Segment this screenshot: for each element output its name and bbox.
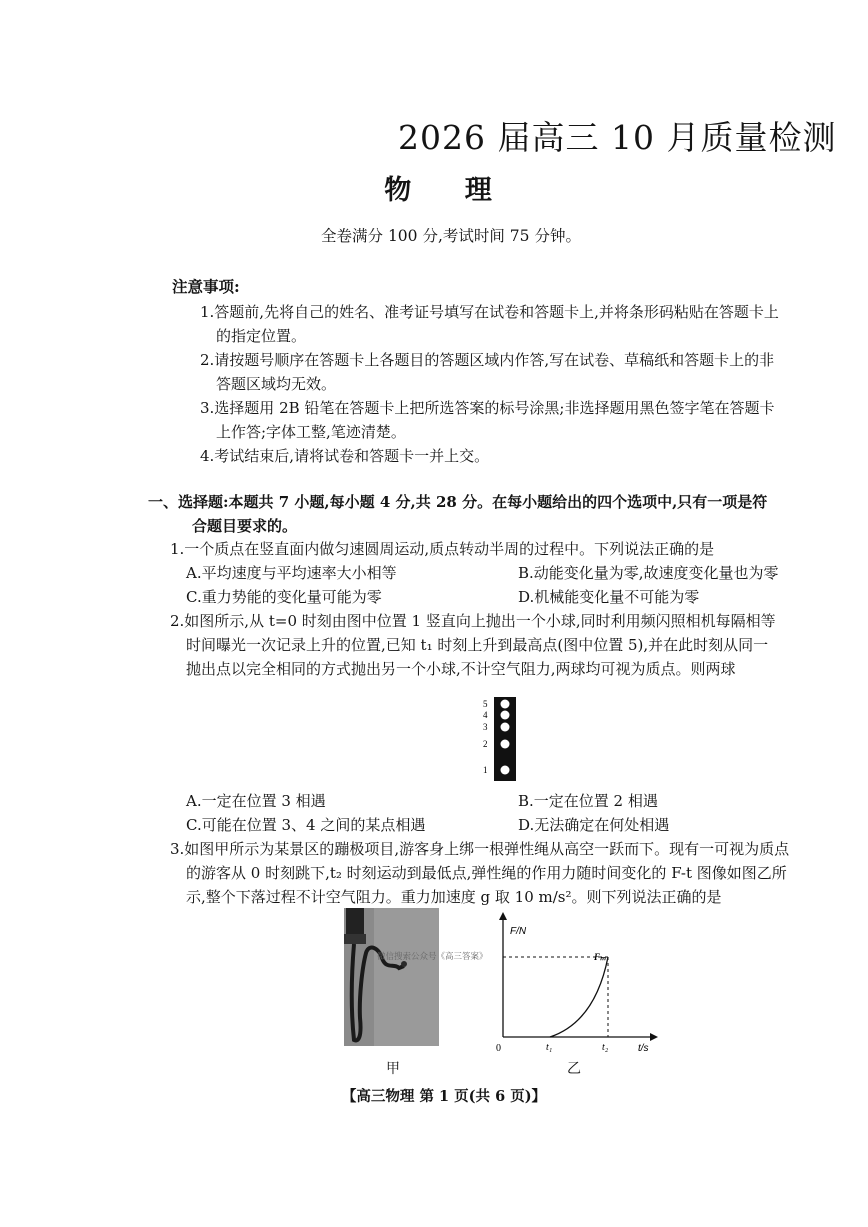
q2-option-c: C.可能在位置 3、4 之间的某点相遇 bbox=[186, 816, 426, 834]
q2-option-d: D.无法确定在何处相遇 bbox=[518, 816, 670, 834]
watermark: 微信搜索公众号《高三答案》 bbox=[377, 952, 488, 962]
position-label-1: 1 bbox=[483, 765, 488, 775]
q2-stem-line1: 2.如图所示,从 t=0 时刻由图中位置 1 竖直向上抛出一个小球,同时利用频闪照相机每隔相等 bbox=[170, 612, 776, 630]
notice-line: 的指定位置。 bbox=[216, 327, 307, 345]
figure-caption-right: 乙 bbox=[567, 1061, 581, 1077]
ball-position-2 bbox=[501, 740, 510, 749]
position-label-2: 2 bbox=[483, 739, 488, 749]
subject-title: 物 理 bbox=[384, 175, 514, 206]
bungee-photo bbox=[344, 908, 439, 1046]
notice-title: 注意事项: bbox=[172, 277, 240, 296]
section-heading-cont: 合题目要求的。 bbox=[192, 517, 298, 535]
position-label-5: 5 bbox=[483, 699, 488, 709]
figure-caption-left: 甲 bbox=[386, 1061, 400, 1077]
page-footer: 【高三物理 第 1 页(共 6 页)】 bbox=[341, 1088, 547, 1105]
exam-title: 2026 届高三 10 月质量检测 bbox=[398, 118, 837, 157]
q1-option-c: C.重力势能的变化量可能为零 bbox=[186, 588, 382, 606]
ball-position-1 bbox=[501, 766, 510, 775]
notice-line: 1.答题前,先将自己的姓名、准考证号填写在试卷和答题卡上,并将条形码粘贴在答题卡上 bbox=[200, 303, 779, 321]
q3-stem-line1: 3.如图甲所示为某景区的蹦极项目,游客身上绑一根弹性绳从高空一跃而下。现有一可视为质点 bbox=[170, 840, 790, 858]
q2-option-b: B.一定在位置 2 相遇 bbox=[518, 792, 658, 810]
y-axis-label: F/N bbox=[510, 926, 527, 937]
notice-line: 4.考试结束后,请将试卷和答题卡一并上交。 bbox=[200, 447, 490, 465]
q2-stem-line3: 抛出点以完全相同的方式抛出另一个小球,不计空气阻力,两球均可视为质点。则两球 bbox=[186, 660, 736, 678]
q1-option-b: B.动能变化量为零,故速度变化量也为零 bbox=[518, 564, 779, 582]
q2-option-a: A.一定在位置 3 相遇 bbox=[186, 792, 326, 810]
q2-stem-line2: 时间曝光一次记录上升的位置,已知 t₁ 时刻上升到最高点(图中位置 5),并在此时刻从同一 bbox=[186, 636, 769, 654]
ball-position-5 bbox=[501, 700, 510, 709]
position-label-3: 3 bbox=[483, 722, 488, 732]
q1-option-d: D.机械能变化量不可能为零 bbox=[518, 588, 700, 606]
q3-stem-line2: 的游客从 0 时刻跳下,t₂ 时刻运动到最低点,弹性绳的作用力随时间变化的 F-t 图像如图乙所 bbox=[186, 864, 787, 882]
q1-option-a: A.平均速度与平均速率大小相等 bbox=[186, 564, 397, 582]
section-heading: 一、选择题:本题共 7 小题,每小题 4 分,共 28 分。在每小题给出的四个选项中,只有一项是符 bbox=[148, 493, 768, 511]
position-label-4: 4 bbox=[483, 710, 488, 720]
force-curve bbox=[550, 957, 608, 1037]
q3-stem-line3: 示,整个下落过程不计空气阻力。重力加速度 g 取 10 m/s²。则下列说法正确的是 bbox=[186, 888, 722, 906]
x-axis-label: t/s bbox=[638, 1043, 649, 1052]
notice-line: 2.请按题号顺序在答题卡上各题目的答题区域内作答,写在试卷、草稿纸和答题卡上的非 bbox=[200, 351, 775, 369]
ball-position-3 bbox=[501, 723, 510, 732]
strobe-ball-diagram bbox=[478, 693, 538, 783]
ball-position-4 bbox=[501, 711, 510, 720]
force-time-graph bbox=[490, 912, 660, 1052]
origin-label: 0 bbox=[496, 1043, 501, 1052]
t1-label: t₁ bbox=[546, 1042, 553, 1052]
notice-line: 答题区域均无效。 bbox=[216, 375, 337, 393]
score-line: 全卷满分 100 分,考试时间 75 分钟。 bbox=[321, 227, 581, 245]
notice-line: 上作答;字体工整,笔迹清楚。 bbox=[216, 423, 406, 441]
fm-label: Fₘ bbox=[594, 952, 606, 962]
q1-stem: 1.一个质点在竖直面内做匀速圆周运动,质点转动半周的过程中。下列说法正确的是 bbox=[170, 540, 715, 558]
t2-label: t₂ bbox=[602, 1042, 609, 1052]
notice-line: 3.选择题用 2B 铅笔在答题卡上把所选答案的标号涂黑;非选择题用黑色签字笔在答题卡 bbox=[200, 399, 775, 417]
